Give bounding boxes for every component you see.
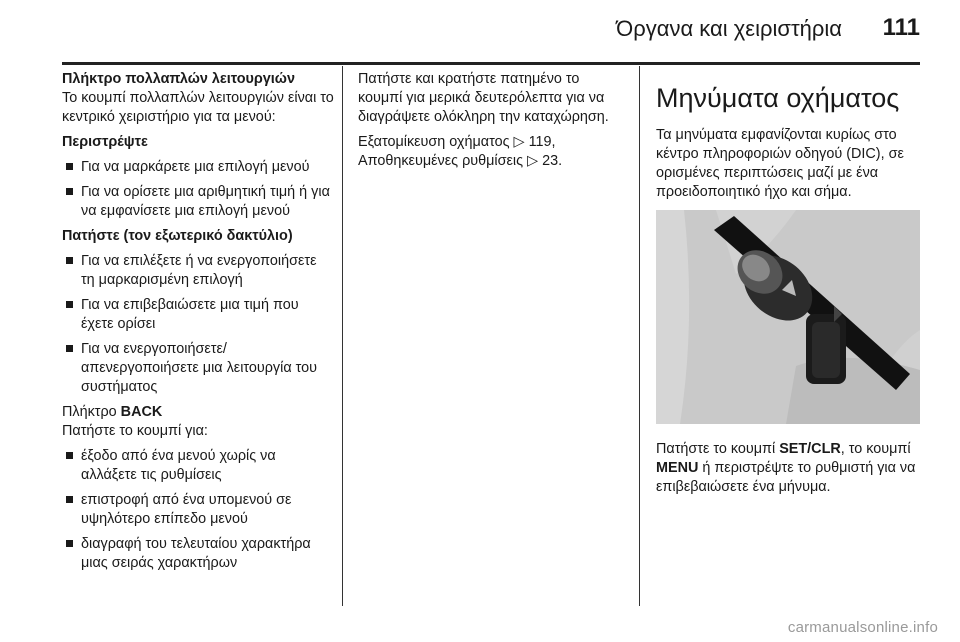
bullet-icon (66, 301, 73, 308)
back-key-label: BACK (120, 404, 163, 420)
set-clr-key-label: SET/CLR (779, 441, 841, 457)
page-header (0, 0, 960, 60)
multifunction-intro: Το κουμπί πολλαπλών λειτουργιών είναι το κεντρικό χειριστήριο για τα μενού: (62, 90, 334, 125)
column-1 (62, 70, 334, 579)
column-divider-1 (342, 66, 343, 606)
ref-vehicle-text: Εξατομίκευση οχήματος (358, 134, 510, 150)
ref-vehicle-page[interactable]: 119 (528, 134, 552, 150)
column-3 (656, 76, 926, 503)
bullet-icon (66, 345, 73, 352)
list-item: επιστροφή από ένα υπομενού σε υψηλότερο επίπεδο μενού (62, 491, 334, 529)
rotate-heading: Περιστρέψτε (62, 134, 148, 150)
ref-arrow-icon: ▷ (513, 134, 525, 150)
ref-saved-page[interactable]: 23 (542, 153, 559, 169)
menu-key-label: MENU (656, 460, 699, 476)
hold-instruction: Πατήστε και κρατήστε πατημένο το κουμπί για μερικά δευτερόλεπτα για να διαγράψετε ολόκληρη την καταχώρηση. (358, 71, 609, 125)
header-rule (62, 62, 920, 65)
column-2 (358, 70, 626, 177)
list-item: Για να επιβεβαιώσετε μια τιμή που έχετε ορίσει (62, 296, 334, 334)
list-item: Για να επιλέξετε ή να ενεργοποιήσετε τη μαρκαρισμένη επιλογή (62, 252, 334, 290)
back-intro: Πατήστε το κουμπί για: (62, 423, 208, 439)
ref-arrow-icon: ▷ (527, 153, 539, 169)
multifunction-stalk-figure (656, 210, 920, 424)
page-number: 111 (882, 14, 920, 41)
vehicle-messages-title: Μηνύματα οχήματος (656, 83, 900, 113)
section-title: Όργανα και χειριστήρια (616, 16, 842, 41)
multifunction-heading: Πλήκτρο πολλαπλών λειτουργιών (62, 71, 295, 87)
bullet-icon (66, 540, 73, 547)
bullet-icon (66, 496, 73, 503)
back-key-line: Πλήκτρο BACK (62, 404, 163, 420)
watermark: carmanualsonline.info (787, 619, 938, 636)
confirm-instruction: Πατήστε το κουμπί SET/CLR, το κουμπί MENU ή περιστρέψτε το ρυθμιστή για να επιβεβαιώσετε ένα μήνυμα. (656, 441, 916, 495)
list-item: έξοδο από ένα μενού χωρίς να αλλάξετε τις ρυθμίσεις (62, 447, 334, 485)
cross-references: Εξατομίκευση οχήματος ▷ 119, Αποθηκευμένες ρυθμίσεις ▷ 23. (358, 134, 563, 169)
list-item: διαγραφή του τελευταίου χαρακτήρα μιας σειράς χαρακτήρων (62, 535, 334, 573)
bullet-icon (66, 257, 73, 264)
bullet-icon (66, 163, 73, 170)
list-item: Για να ενεργοποιήσετε/απενεργοποιήσετε μια λειτουργία του συστήματος (62, 340, 334, 397)
list-item: Για να μαρκάρετε μια επιλογή μενού (62, 158, 334, 177)
vehicle-messages-intro: Τα μηνύματα εμφανίζονται κυρίως στο κέντρο πληροφοριών οδηγού (DIC), σε ορισμένες περιπτώσεις μαζί με ένα προειδοποιητικό ήχο και σήμα. (656, 127, 904, 200)
press-heading: Πατήστε (τον εξωτερικό δακτύλιο) (62, 228, 293, 244)
bullet-icon (66, 452, 73, 459)
column-divider-2 (639, 66, 640, 606)
bullet-icon (66, 188, 73, 195)
ref-saved-text: Αποθηκευμένες ρυθμίσεις (358, 153, 524, 169)
list-item: Για να ορίσετε μια αριθμητική τιμή ή για να εμφανίσετε μια επιλογή μενού (62, 183, 334, 221)
